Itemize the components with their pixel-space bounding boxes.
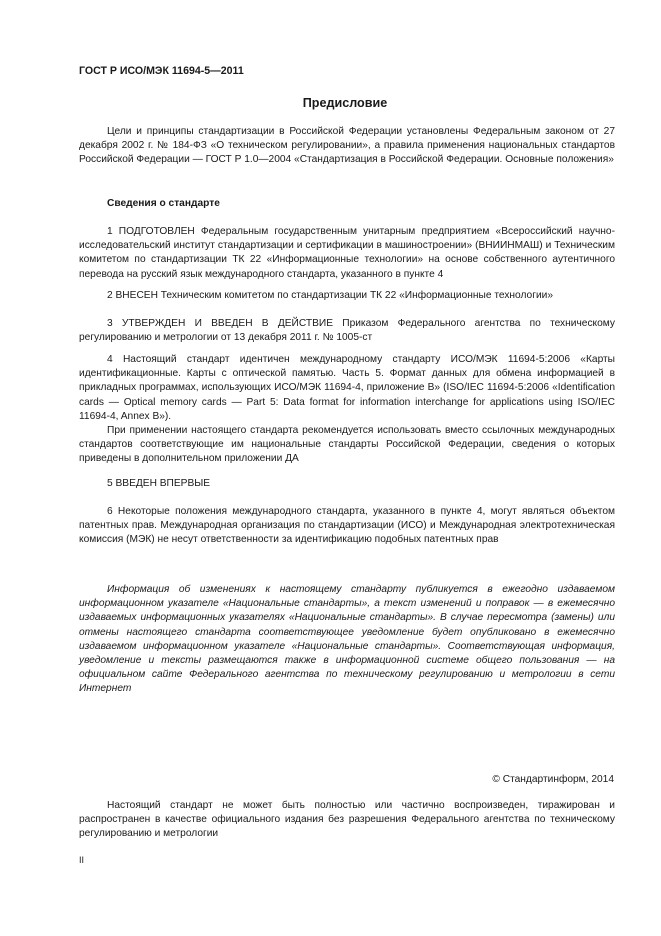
- info-heading: Сведения о стандарте: [107, 198, 220, 209]
- page-number: II: [79, 855, 85, 865]
- preface-title: Предисловие: [302, 96, 388, 110]
- standard-code-header: ГОСТ Р ИСО/МЭК 11694-5—2011: [79, 65, 244, 77]
- item-3-text: 3 УТВЕРЖДЕН И ВВЕДЕН В ДЕЙСТВИЕ Приказом Федерального агентства по техническому регулированию и метрологии от 13 декабря 2011 г. № 1005-ст: [79, 318, 615, 344]
- reproduction-notice: [79, 799, 615, 842]
- item-6: [79, 505, 615, 548]
- item-2-text: 2 ВНЕСЕН Техническим комитетом по стандартизации ТК 22 «Информационные технологии»: [107, 290, 553, 301]
- item-4-note: При применении настоящего стандарта рекомендуется использовать вместо ссылочных международных стандартов соответствующие им национальные стандарты Российской Федерации, сведения о которых приведены в дополнительном приложении ДА: [79, 425, 615, 465]
- item-2: [79, 289, 615, 303]
- reproduction-notice-text: Настоящий стандарт не может быть полностью или частично воспроизведен, тиражирован и распространен в качестве официального издания без разрешения Федерального агентства по техническому регулированию и метрологии: [79, 800, 615, 840]
- item-6-text: 6 Некоторые положения международного стандарта, указанного в пункте 4, могут являться объектом патентных прав. Международная организация по стандартизации (ИСО) и Международная электротехническая комиссия (МЭК) не несут ответственности за идентификацию подобных патентных прав: [79, 506, 615, 546]
- preface-intro-text: Цели и принципы стандартизации в Российской Федерации установлены Федеральным законом от 27 декабря 2002 г. № 184-ФЗ «О техническом регулировании», а правила применения национальных стандартов Российской Федерации — ГОСТ Р 1.0—2004 «Стандартизация в Российской Федерации. Основные положения»: [79, 126, 615, 166]
- copyright-line: © Стандартинформ, 2014: [492, 774, 614, 785]
- item-1: [79, 225, 615, 282]
- changes-info-text: Информация об изменениях к настоящему стандарту публикуется в ежегодно издаваемом информационном указателе «Национальные стандарты», а текст изменений и поправок — в ежемесячно издаваемых информационных указателях «Национальные стандарты». В случае пересмотра (замены) или отмены настоящего стандарта соответствующее уведомление будет опубликовано в ежемесячно издаваемом информационном указателе «Национальные стандарты». Соответствующая информация, уведомление и тексты размещаются также в информационной системе общего пользования — на официальном сайте Федерального агентства по техническому регулированию и метрологии в сети Интернет: [79, 584, 615, 695]
- preface-intro: [79, 125, 615, 168]
- item-1-text: 1 ПОДГОТОВЛЕН Федеральным государственным унитарным предприятием «Всероссийский научно-исследовательский институт стандартизации и сертификации в машиностроении» (ВНИИНМАШ) и Техническим комитетом по стандартизации ТК 22 «Информационные технологии» на основе собственного аутентичного перевода на русский язык международного стандарта, указанного в пункте 4: [79, 226, 615, 280]
- item-4-text: 4 Настоящий стандарт идентичен международному стандарту ИСО/МЭК 11694-5:2006 «Карты идентификационные. Карты с оптической памятью. Часть 5. Формат данных для обмена информацией в прикладных программах, использующих ИСО/МЭК 11694-4, приложение В» (ISO/IEC 11694-5:2006 «Identification cards — Optical memory cards — Part 5: Data format for information interchange for applications using ISO/IEC 11694-4, Annex B»).: [79, 354, 615, 422]
- item-4: [79, 353, 615, 467]
- item-5: [79, 477, 615, 491]
- item-3: [79, 317, 615, 345]
- item-5-text: 5 ВВЕДЕН ВПЕРВЫЕ: [107, 478, 211, 489]
- changes-info: [79, 583, 615, 697]
